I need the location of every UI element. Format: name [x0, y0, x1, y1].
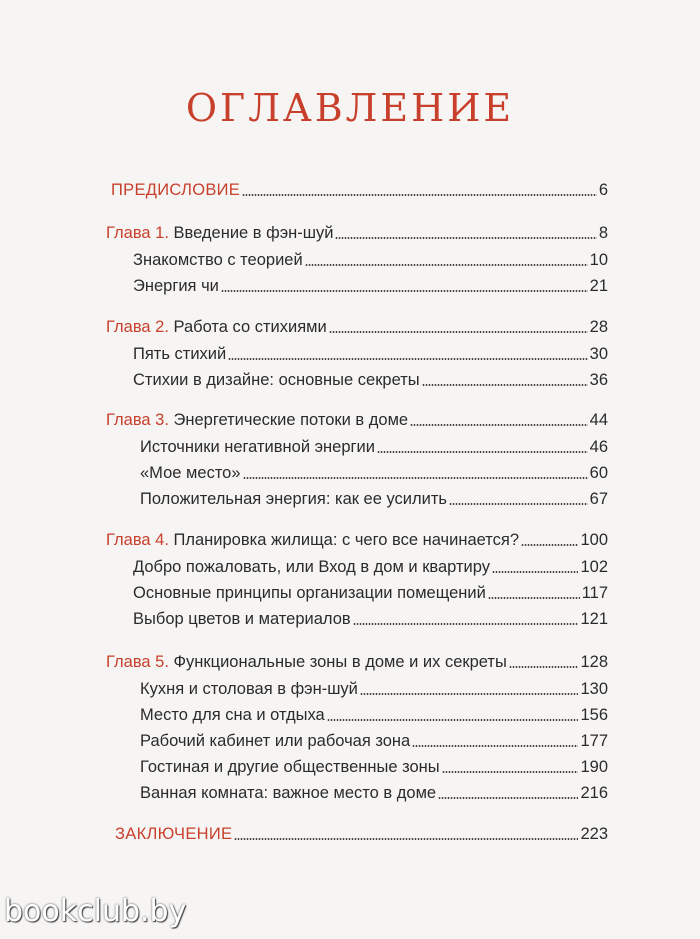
section-label: Выбор цветов и материалов [133, 610, 351, 628]
toc-section [140, 781, 608, 805]
chapter-title: Работа со стихиями [173, 318, 327, 336]
toc-entry-label: ЗАКЛЮЧЕНИЕ [115, 825, 233, 843]
leader-dots [327, 719, 579, 721]
toc-page-number: 28 [589, 318, 608, 336]
chapter-title: Энергетические потоки в доме [173, 411, 409, 429]
leader-dots [243, 477, 588, 479]
toc-entry-label: ПРЕДИСЛОВИЕ [111, 181, 241, 199]
toc-section [140, 487, 608, 511]
section-label: Добро пожаловать, или Вход в дом и квартиру [133, 558, 491, 576]
chapter-prefix: Глава 1. [106, 224, 169, 242]
leader-dots [492, 571, 578, 573]
leader-dots [329, 331, 588, 333]
toc-page-number: 67 [589, 490, 608, 508]
section-label: Источники негативной энергии [140, 438, 375, 456]
section-label: Место для сна и отдыха [140, 706, 325, 724]
section-label: Основные принципы организации помещений [133, 584, 486, 602]
toc-page-number: 177 [580, 732, 608, 750]
leader-dots [335, 237, 596, 239]
chapter-prefix: Глава 5. [106, 653, 169, 671]
toc-page-number: 46 [589, 438, 608, 456]
toc-chapter-2 [106, 315, 608, 339]
leader-dots [438, 797, 578, 799]
toc-page-number: 102 [580, 558, 608, 576]
toc-entry-conclusion [115, 822, 608, 846]
toc-chapter-4 [106, 528, 608, 552]
toc-entry-preface [111, 178, 608, 202]
leader-dots [422, 384, 588, 386]
toc-section [140, 755, 608, 779]
section-label: Энергия чи [133, 277, 219, 295]
toc-section [140, 703, 608, 727]
toc-page-number: 130 [580, 680, 608, 698]
toc-page-number: 44 [589, 411, 608, 429]
toc-chapter-1 [106, 221, 608, 245]
section-label: Стихии в дизайне: основные секреты [133, 371, 420, 389]
toc-section [133, 581, 608, 605]
chapter-prefix: Глава 2. [106, 318, 169, 336]
toc-page-number: 121 [580, 610, 608, 628]
section-label: Положительная энергия: как ее усилить [140, 490, 448, 508]
leader-dots [221, 290, 588, 292]
leader-dots [353, 623, 579, 625]
toc-section [133, 274, 608, 298]
section-label: Гостиная и другие общественные зоны [140, 758, 440, 776]
leader-dots [410, 424, 588, 426]
toc-page-number: 36 [589, 371, 608, 389]
chapter-prefix: Глава 4. [106, 531, 169, 549]
chapter-title: Введение в фэн-шуй [173, 224, 334, 242]
toc-chapter-3 [106, 408, 608, 432]
toc-page-number: 10 [589, 251, 608, 269]
section-label: Кухня и столовая в фэн-шуй [140, 680, 358, 698]
leader-dots [509, 666, 579, 668]
toc-page-number: 223 [580, 825, 608, 843]
leader-dots [449, 503, 588, 505]
page-title: ОГЛАВЛЕНИЕ [185, 86, 515, 130]
leader-dots [305, 264, 588, 266]
site-watermark: bookclub.by [4, 894, 187, 929]
toc-section [133, 555, 608, 579]
toc-section [133, 342, 608, 366]
leader-dots [412, 745, 578, 747]
toc-page-number: 60 [589, 464, 608, 482]
toc-page-number: 190 [580, 758, 608, 776]
toc-page-number: 128 [580, 653, 608, 671]
toc-section [133, 368, 608, 392]
section-label: Знакомство с теорией [133, 251, 303, 269]
toc-page-number: 117 [581, 584, 608, 602]
leader-dots [521, 544, 578, 546]
chapter-title: Планировка жилища: с чего все начинается? [173, 531, 519, 549]
toc-page-number: 8 [598, 224, 608, 242]
toc-section [133, 607, 608, 631]
toc-page-number: 21 [589, 277, 608, 295]
leader-dots [377, 451, 588, 453]
toc-chapter-5 [106, 650, 608, 674]
toc-section [140, 729, 608, 753]
chapter-prefix: Глава 3. [106, 411, 169, 429]
section-label: «Мое место» [140, 464, 241, 482]
leader-dots [234, 838, 578, 840]
leader-dots [228, 358, 587, 360]
toc-page-number: 6 [598, 181, 608, 199]
toc-page-number: 30 [589, 345, 608, 363]
leader-dots [242, 194, 597, 196]
toc-section [133, 248, 608, 272]
section-label: Рабочий кабинет или рабочая зона [140, 732, 411, 750]
leader-dots [442, 771, 579, 773]
toc-section [140, 435, 608, 459]
leader-dots [488, 597, 580, 599]
toc-page-number: 216 [580, 784, 608, 802]
chapter-title: Функциональные зоны в доме и их секреты [173, 653, 507, 671]
toc-page-number: 156 [580, 706, 608, 724]
section-label: Пять стихий [133, 345, 227, 363]
toc-section [140, 461, 608, 485]
leader-dots [360, 693, 579, 695]
toc-page-number: 100 [580, 531, 608, 549]
toc-section [140, 677, 608, 701]
section-label: Ванная комната: важное место в доме [140, 784, 437, 802]
